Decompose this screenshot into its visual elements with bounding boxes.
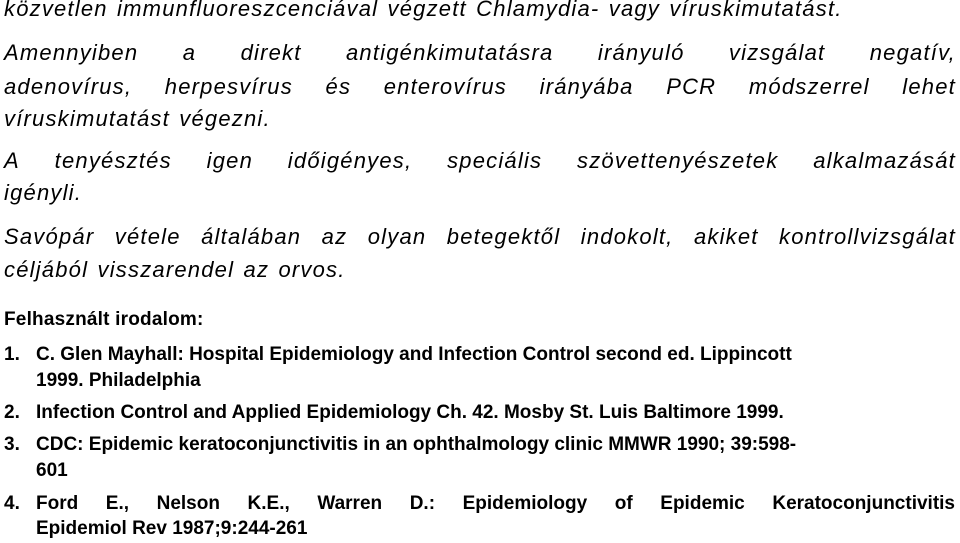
paragraph-3-line-2: igényli.	[4, 180, 83, 205]
word: irányuló	[597, 40, 685, 65]
word: szövettenyészetek	[577, 148, 779, 173]
word: lehet	[902, 74, 956, 99]
word: kontrollvizsgálat	[779, 224, 956, 249]
word: igen	[206, 148, 254, 173]
word: alkalmazását	[813, 148, 956, 173]
paragraph-2-line-1	[4, 40, 956, 66]
reference-number: 4.	[4, 493, 20, 514]
word: a	[182, 40, 197, 65]
word: speciális	[447, 148, 543, 173]
word: akiket	[693, 224, 759, 249]
word: Epidemic	[660, 493, 745, 514]
word: időigényes,	[287, 148, 413, 173]
reference-3-line-2: 601	[36, 460, 68, 481]
paragraph-4-line-2: céljából visszarendel az orvos.	[4, 257, 346, 282]
word: Amennyiben	[4, 40, 139, 65]
word: Ford	[36, 493, 79, 514]
reference-number: 1.	[4, 344, 20, 365]
word: D.:	[409, 493, 436, 514]
reference-2-line-1: Infection Control and Applied Epidemiology Ch. 42. Mosby St. Luis Baltimore 1999.	[36, 402, 784, 423]
word: olyan	[367, 224, 427, 249]
word: K.E.,	[247, 493, 290, 514]
word: Epidemiology	[462, 493, 588, 514]
word: általában	[201, 224, 302, 249]
word: vizsgálat	[728, 40, 826, 65]
word: Keratoconjunctivitis	[772, 493, 955, 514]
paragraph-2-line-3: víruskimutatást végezni.	[4, 106, 271, 131]
word: Nelson	[156, 493, 220, 514]
word: antigénkimutatásra	[345, 40, 554, 65]
word: E.,	[105, 493, 130, 514]
word: PCR	[666, 74, 717, 99]
word: herpesvírus	[164, 74, 293, 99]
word: irányába	[539, 74, 634, 99]
word: betegektől	[446, 224, 561, 249]
paragraph-2-line-2	[4, 74, 956, 100]
reference-1-line-1: C. Glen Mayhall: Hospital Epidemiology and Infection Control second ed. Lippincott	[36, 344, 792, 365]
reference-4-line-1	[36, 493, 955, 515]
word: negatív,	[869, 40, 956, 65]
paragraph-1-line-1: közvetlen immunfluoreszcenciával végzett Chlamydia- vagy víruskimutatást.	[4, 0, 843, 21]
paragraph-3-line-1	[4, 148, 956, 174]
word: és	[325, 74, 352, 99]
word: az	[321, 224, 348, 249]
reference-number: 3.	[4, 434, 20, 455]
word: tenyésztés	[54, 148, 172, 173]
word: adenovírus,	[4, 74, 133, 99]
word: A	[4, 148, 20, 173]
word: vétele	[114, 224, 181, 249]
word: of	[614, 493, 633, 514]
references-heading: Felhasznált irodalom:	[4, 309, 204, 330]
word: indokolt,	[580, 224, 674, 249]
word: enterovírus	[383, 74, 508, 99]
paragraph-4-line-1	[4, 224, 956, 250]
word: direkt	[240, 40, 302, 65]
word: módszerrel	[748, 74, 870, 99]
reference-3-line-1: CDC: Epidemic keratoconjunctivitis in an ophthalmology clinic MMWR 1990; 39:598-	[36, 434, 797, 455]
reference-number: 2.	[4, 402, 20, 423]
word: Warren	[317, 493, 383, 514]
reference-4-line-2: Epidemiol Rev 1987;9:244-261	[36, 518, 308, 539]
reference-1-line-2: 1999. Philadelphia	[36, 370, 201, 391]
word: Savópár	[4, 224, 95, 249]
